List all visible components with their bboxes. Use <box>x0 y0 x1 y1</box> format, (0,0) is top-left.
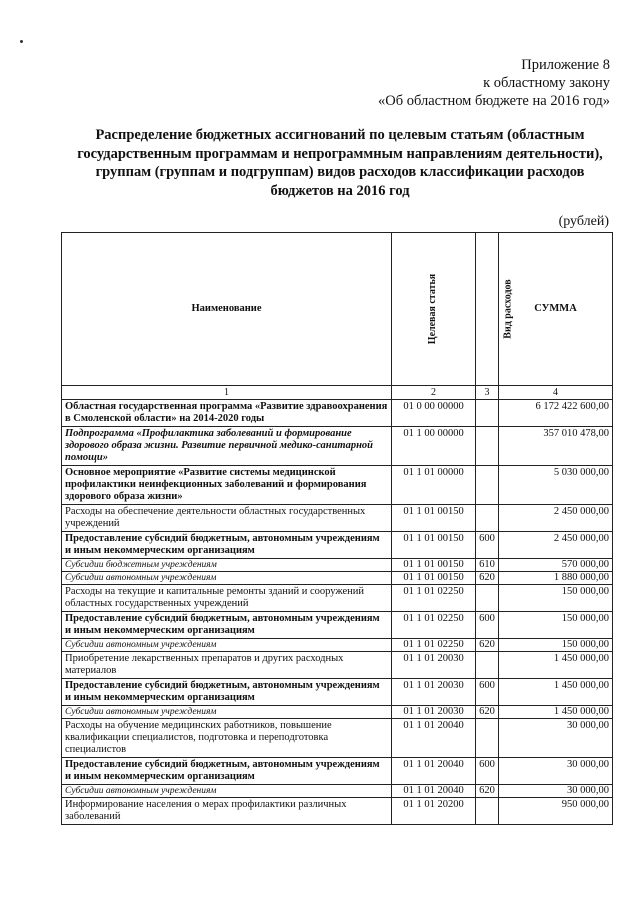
col-number-4: 4 <box>499 386 613 400</box>
col-number-1: 1 <box>62 386 392 400</box>
row-target-code: 01 1 00 00000 <box>392 427 476 466</box>
row-target-code: 01 0 00 00000 <box>392 400 476 427</box>
row-sum: 1 450 000,00 <box>499 652 613 679</box>
row-expense-kind: 600 <box>476 532 499 559</box>
row-target-code: 01 1 01 00150 <box>392 572 476 585</box>
table-row <box>62 706 613 719</box>
row-sum: 30 000,00 <box>499 719 613 758</box>
row-target-code: 01 1 01 20200 <box>392 798 476 825</box>
currency-unit: (рублей) <box>558 214 609 229</box>
title-line-4: бюджетов на 2016 год <box>270 182 410 199</box>
header-target <box>392 233 476 386</box>
table-row <box>62 798 613 825</box>
row-target-code: 01 1 01 00000 <box>392 466 476 505</box>
row-sum: 357 010 478,00 <box>499 427 613 466</box>
table-row <box>62 532 613 559</box>
row-sum: 150 000,00 <box>499 612 613 639</box>
header-name: Наименование <box>62 233 392 386</box>
row-name: Предоставление субсидий бюджетным, автономным учреждениям и иным некоммерческим организациям <box>62 532 392 559</box>
header-sum: СУММА <box>499 233 613 386</box>
table-row <box>62 466 613 505</box>
row-target-code: 01 1 01 02250 <box>392 585 476 612</box>
table-row <box>62 505 613 532</box>
row-sum: 6 172 422 600,00 <box>499 400 613 427</box>
row-name: Информирование населения о мерах профилактики различных заболеваний <box>62 798 392 825</box>
row-name: Субсидии автономным учреждениям <box>62 639 392 652</box>
appendix-note <box>378 56 610 110</box>
row-name: Подпрограмма «Профилактика заболеваний и формирование здорового образа жизни. Развитие первичной медико-санитарной помощи» <box>62 427 392 466</box>
table-header-row <box>62 233 613 386</box>
row-name: Предоставление субсидий бюджетным, автономным учреждениям и иным некоммерческим организациям <box>62 758 392 785</box>
row-target-code: 01 1 01 00150 <box>392 559 476 572</box>
row-sum: 570 000,00 <box>499 559 613 572</box>
table-row <box>62 427 613 466</box>
header-target-label: Целевая статья <box>427 273 439 345</box>
row-name: Субсидии бюджетным учреждениям <box>62 559 392 572</box>
table-row <box>62 758 613 785</box>
row-name: Предоставление субсидий бюджетным, автономным учреждениям и иным некоммерческим организациям <box>62 679 392 706</box>
row-name: Субсидии автономным учреждениям <box>62 706 392 719</box>
appendix-line-3: «Об областном бюджете на 2016 год» <box>378 93 610 109</box>
row-sum: 2 450 000,00 <box>499 505 613 532</box>
row-expense-kind <box>476 400 499 427</box>
row-expense-kind: 620 <box>476 572 499 585</box>
row-target-code: 01 1 01 20030 <box>392 706 476 719</box>
row-target-code: 01 1 01 02250 <box>392 612 476 639</box>
title-line-2: государственным программам и непрограммным направлениям деятельности), <box>77 145 603 162</box>
row-sum: 5 030 000,00 <box>499 466 613 505</box>
table-row <box>62 585 613 612</box>
title-line-1: Распределение бюджетных ассигнований по целевым статьям (областным <box>95 127 585 143</box>
row-expense-kind: 600 <box>476 612 499 639</box>
row-target-code: 01 1 01 20030 <box>392 652 476 679</box>
table-row <box>62 785 613 798</box>
row-expense-kind <box>476 505 499 532</box>
table-row <box>62 719 613 758</box>
scan-speck <box>20 40 23 43</box>
row-name: Предоставление субсидий бюджетным, автономным учреждениям и иным некоммерческим организациям <box>62 612 392 639</box>
row-expense-kind: 610 <box>476 559 499 572</box>
budget-table <box>61 232 613 825</box>
row-sum: 30 000,00 <box>499 785 613 798</box>
row-sum: 950 000,00 <box>499 798 613 825</box>
table-row <box>62 400 613 427</box>
row-name: Субсидии автономным учреждениям <box>62 785 392 798</box>
row-expense-kind <box>476 427 499 466</box>
table-row <box>62 572 613 585</box>
row-sum: 150 000,00 <box>499 639 613 652</box>
appendix-line-2: к областному закону <box>483 75 610 91</box>
row-name: Основное мероприятие «Развитие системы медицинской профилактики неинфекционных заболеваний и формирования здорового образа жизни» <box>62 466 392 505</box>
row-name: Областная государственная программа «Развитие здравоохранения в Смоленской области» на 2014-2020 годы <box>62 400 392 427</box>
row-name: Приобретение лекарственных препаратов и других расходных материалов <box>62 652 392 679</box>
row-target-code: 01 1 01 20040 <box>392 758 476 785</box>
row-expense-kind: 620 <box>476 639 499 652</box>
document-title <box>60 126 620 200</box>
row-target-code: 01 1 01 20040 <box>392 785 476 798</box>
row-sum: 30 000,00 <box>499 758 613 785</box>
table-row <box>62 652 613 679</box>
row-expense-kind <box>476 466 499 505</box>
row-expense-kind: 620 <box>476 706 499 719</box>
row-expense-kind <box>476 652 499 679</box>
row-name: Расходы на обучение медицинских работников, повышение квалификации специалистов, подготовка и переподготовка специалистов <box>62 719 392 758</box>
row-target-code: 01 1 01 00150 <box>392 505 476 532</box>
table-row <box>62 559 613 572</box>
row-expense-kind: 620 <box>476 785 499 798</box>
col-number-3: 3 <box>476 386 499 400</box>
table-row <box>62 679 613 706</box>
row-target-code: 01 1 01 20030 <box>392 679 476 706</box>
table-row <box>62 612 613 639</box>
title-line-3: группам (группам и подгруппам) видов расходов классификации расходов <box>95 164 585 180</box>
row-expense-kind: 600 <box>476 679 499 706</box>
header-kind <box>476 233 514 386</box>
header-kind-label: Вид расходов <box>502 279 514 339</box>
table-row <box>62 639 613 652</box>
row-expense-kind <box>476 798 499 825</box>
row-expense-kind: 600 <box>476 758 499 785</box>
col-number-2: 2 <box>392 386 476 400</box>
row-target-code: 01 1 01 20040 <box>392 719 476 758</box>
row-target-code: 01 1 01 00150 <box>392 532 476 559</box>
row-name: Субсидии автономным учреждениям <box>62 572 392 585</box>
row-name: Расходы на текущие и капитальные ремонты зданий и сооружений областных государственных учреждений <box>62 585 392 612</box>
row-sum: 2 450 000,00 <box>499 532 613 559</box>
column-numbers-row <box>62 386 613 400</box>
appendix-line-1: Приложение 8 <box>521 57 610 73</box>
row-name: Расходы на обеспечение деятельности областных государственных учреждений <box>62 505 392 532</box>
row-target-code: 01 1 01 02250 <box>392 639 476 652</box>
row-sum: 150 000,00 <box>499 585 613 612</box>
row-sum: 1 450 000,00 <box>499 679 613 706</box>
row-expense-kind <box>476 719 499 758</box>
row-sum: 1 880 000,00 <box>499 572 613 585</box>
row-expense-kind <box>476 585 499 612</box>
table-body <box>62 400 613 825</box>
row-sum: 1 450 000,00 <box>499 706 613 719</box>
